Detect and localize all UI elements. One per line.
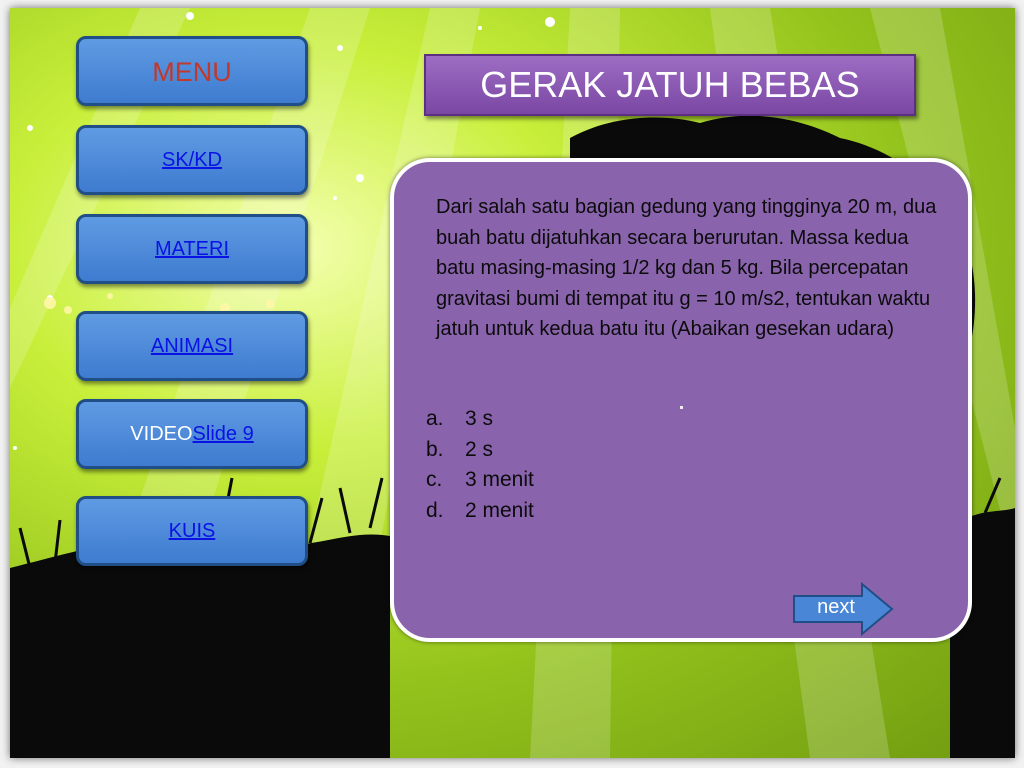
page-title-banner	[424, 54, 916, 116]
menu-item-video[interactable]	[76, 399, 308, 469]
answer-option-c[interactable]	[426, 468, 534, 499]
next-button-label: next	[817, 596, 855, 618]
menu-item-kuis[interactable]	[76, 496, 308, 566]
option-letter: d.	[426, 498, 444, 522]
answer-option-b[interactable]	[426, 438, 534, 469]
menu-item-materi[interactable]	[76, 214, 308, 284]
menu-link-sk-kd[interactable]: SK/KD	[161, 148, 223, 171]
answer-option-a[interactable]	[426, 407, 534, 438]
menu-video-label: VIDEO	[130, 422, 193, 445]
menu-link-materi[interactable]: MATERI	[154, 237, 230, 260]
menu-link-video-slide[interactable]: Slide 9	[192, 422, 254, 445]
answer-options	[426, 407, 534, 529]
menu-item-sk-kd[interactable]	[76, 125, 308, 195]
option-letter: a.	[426, 407, 444, 430]
question-text: Dari salah satu bagian gedung yang tingginya 20 m, dua buah batu dijatuhkan secara berurutan. Massa kedua batu masing-masing 1/2 kg dan 5 kg. Bila percepatan gravitasi bumi di tempat itu g = 10 m/s2, tentukan waktu jatuh untuk kedua batu itu (Abaikan gesekan udara)	[436, 196, 937, 340]
menu-link-kuis[interactable]: KUIS	[168, 519, 216, 542]
next-button[interactable]	[792, 582, 896, 636]
option-text: 3 s	[465, 407, 494, 430]
option-text: 3 menit	[465, 468, 534, 491]
page-title: GERAK JATUH BEBAS	[480, 64, 860, 105]
menu-item-animasi[interactable]	[76, 311, 308, 381]
menu-link-animasi[interactable]: ANIMASI	[150, 334, 234, 357]
menu-title: MENU	[152, 57, 232, 87]
question-panel	[390, 158, 972, 642]
option-letter: c.	[426, 468, 443, 491]
answer-option-d[interactable]	[426, 499, 534, 530]
option-text: 2 s	[465, 437, 494, 461]
slide-background	[10, 8, 1015, 758]
option-text: 2 menit	[465, 498, 534, 522]
option-letter: b.	[426, 437, 444, 461]
stray-dot	[680, 406, 683, 409]
menu-title-box	[76, 36, 308, 106]
